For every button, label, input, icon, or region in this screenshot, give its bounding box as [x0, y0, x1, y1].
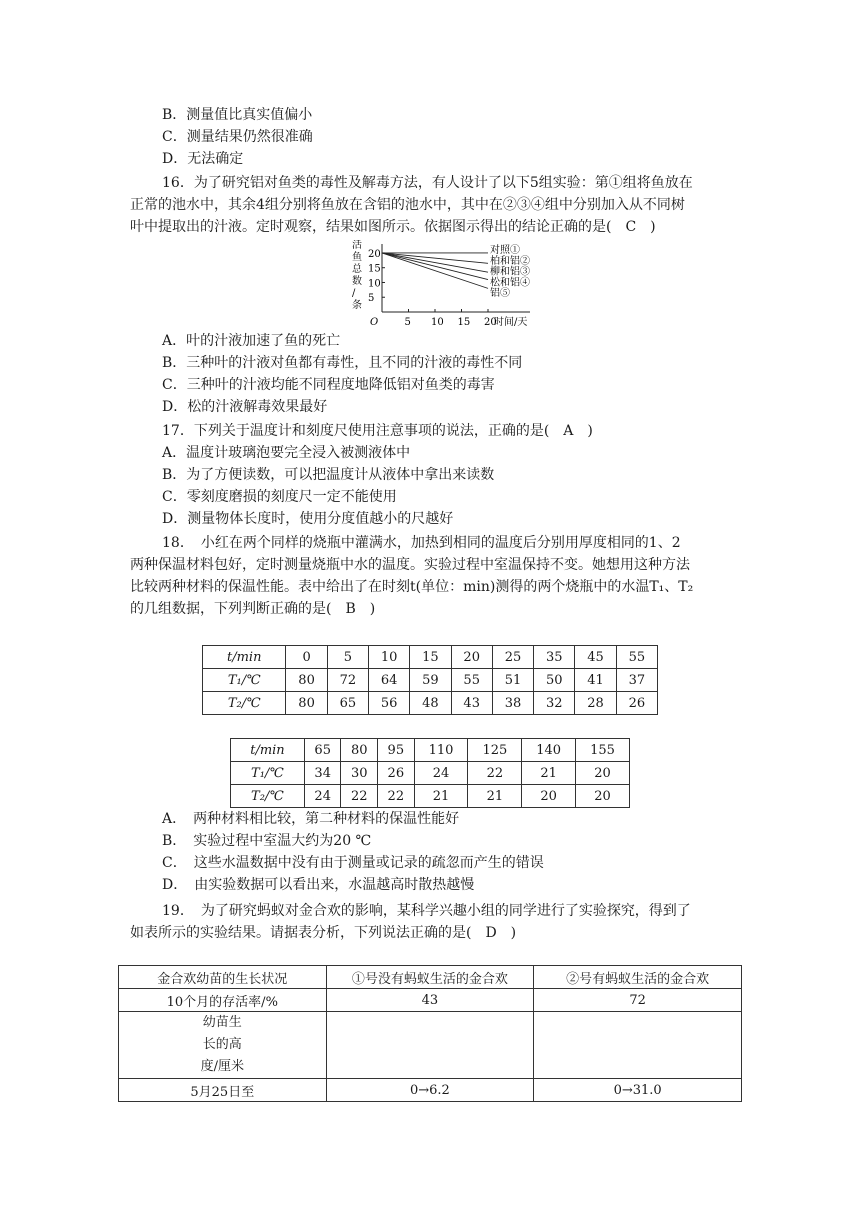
table-row-header: t/min	[231, 739, 305, 762]
table-cell: 22	[378, 785, 415, 808]
table-cell: 55	[616, 646, 657, 669]
table-cell: 72	[327, 669, 368, 692]
q17-stem: 17．下列关于温度计和刻度尺使用注意事项的说法，正确的是( A )	[162, 423, 593, 439]
table-cell: 80	[286, 669, 327, 692]
q18-table-2	[230, 738, 630, 808]
table-row	[119, 989, 742, 1012]
table-cell: 5月25日至	[119, 1079, 327, 1102]
q16-option-a: A．叶的汁液加速了鱼的死亡	[162, 333, 341, 349]
table-row	[203, 669, 658, 692]
table-row-header: T₁/℃	[231, 762, 305, 785]
table-cell: 10	[369, 646, 410, 669]
table-cell: 37	[616, 669, 657, 692]
y-tick-label: 20	[368, 248, 381, 260]
table-cell: 65	[304, 739, 341, 762]
table-row	[231, 762, 630, 785]
table-cell: 21	[522, 762, 576, 785]
q17-option-a: A．温度计玻璃泡要完全浸入被测液体中	[162, 445, 411, 461]
series-label: 柳和铝③	[490, 266, 530, 278]
table-row	[231, 785, 630, 808]
y-tick-label: 10	[368, 278, 381, 290]
table-cell: 59	[410, 669, 451, 692]
table-cell: 22	[341, 785, 378, 808]
q16-stem-line1: 16．为了研究铝对鱼类的毒性及解毒方法，有人设计了以下5组实验：第①组将鱼放在	[162, 175, 693, 191]
x-tick-label: 10	[431, 317, 444, 328]
table-cell: 26	[378, 762, 415, 785]
series-label: 松和铝④	[490, 277, 530, 289]
table-cell: 10个月的存活率/%	[119, 989, 327, 1012]
q16-option-d: D．松的汁液解毒效果最好	[162, 399, 328, 415]
y-axis-label-char: 活	[352, 240, 362, 251]
table-cell: 38	[492, 692, 533, 715]
y-tick-label: 5	[368, 293, 375, 305]
table-header-cell: ①号没有蚂蚁生活的金合欢	[326, 966, 534, 989]
table-cell: 34	[304, 762, 341, 785]
table-cell: 20	[522, 785, 576, 808]
table-cell: 140	[522, 739, 576, 762]
table-cell: 110	[414, 739, 468, 762]
table-row	[203, 692, 658, 715]
table-cell: 43	[451, 692, 492, 715]
series-label: 铝⑤	[490, 288, 510, 300]
table-cell-empty	[326, 1012, 534, 1079]
series-line	[382, 253, 488, 272]
table-cell: 20	[576, 785, 630, 808]
table-header-cell: 金合欢幼苗的生长状况	[119, 966, 327, 989]
x-tick-label: 20	[484, 317, 497, 328]
series-line	[382, 253, 488, 280]
q16-option-c: C．三种叶的汁液均能不同程度地降低铝对鱼类的毒害	[162, 377, 495, 393]
q18-stem-line4: 的几组数据，下列判断正确的是( B )	[130, 601, 376, 617]
y-tick-label: 15	[368, 263, 381, 275]
y-axis-label-char: /	[352, 288, 356, 299]
q16-stem-line2: 正常的池水中，其余4组分别将鱼放在含铝的池水中，其中在②③④组中分别加入从不同树	[130, 197, 685, 213]
table-cell: 0	[286, 646, 327, 669]
table-row-header: t/min	[203, 646, 286, 669]
table-cell: 0→31.0	[534, 1079, 742, 1102]
y-axis-label-char: 条	[352, 300, 362, 311]
x-axis-label: 时间/天	[494, 317, 528, 328]
table-cell-empty	[534, 1012, 742, 1079]
table-row-header: T₁/℃	[203, 669, 286, 692]
table-cell: 26	[616, 692, 657, 715]
table-cell: 155	[576, 739, 630, 762]
table-cell: 80	[286, 692, 327, 715]
table-cell-height-label	[119, 1012, 327, 1079]
q19-stem-line2: 如表所示的实验结果。请据表分析，下列说法正确的是( D )	[130, 925, 517, 941]
table-cell: 28	[575, 692, 616, 715]
x-tick-label: 5	[404, 317, 411, 328]
table-cell: 51	[492, 669, 533, 692]
table-cell: 24	[304, 785, 341, 808]
q18-option-c: C． 这些水温数据中没有由于测量或记录的疏忽而产生的错误	[162, 855, 544, 871]
table-row	[203, 646, 658, 669]
table-cell: 55	[451, 669, 492, 692]
series-label: 柏和铝②	[490, 255, 530, 267]
table-cell: 56	[369, 692, 410, 715]
table-row	[119, 1012, 742, 1079]
table-cell: 5	[327, 646, 368, 669]
table-cell: 95	[378, 739, 415, 762]
q18-option-d: D． 由实验数据可以看出来，水温越高时散热越慢	[162, 877, 475, 893]
y-axis-label-char: 鱼	[352, 252, 362, 263]
table-cell: 20	[451, 646, 492, 669]
q17-option-c: C．零刻度磨损的刻度尺一定不能使用	[162, 489, 397, 505]
q18-option-a: A． 两种材料相比较，第二种材料的保温性能好	[162, 811, 460, 827]
q16-stem-line3: 叶中提取出的汁液。定时观察，结果如图所示。依据图示得出的结论正确的是( C )	[130, 219, 656, 235]
fish-survival-chart	[340, 240, 540, 330]
origin-label: O	[370, 317, 379, 328]
x-tick-label: 15	[457, 317, 471, 328]
table-row	[231, 739, 630, 762]
table-cell: 45	[575, 646, 616, 669]
table-cell: 32	[534, 692, 575, 715]
q19-table	[118, 965, 742, 1102]
table-header-cell: ②号有蚂蚁生活的金合欢	[534, 966, 742, 989]
table-cell: 24	[414, 762, 468, 785]
y-axis-label-char: 总	[352, 264, 362, 275]
table-cell: 35	[534, 646, 575, 669]
table-row	[119, 1079, 742, 1102]
y-axis-label-char: 数	[352, 276, 362, 287]
q15-option-c: C．测量结果仍然很准确	[162, 129, 313, 145]
table-cell: 0→6.2	[326, 1079, 534, 1102]
height-label-line: 幼苗生	[202, 1015, 242, 1030]
table-cell: 21	[414, 785, 468, 808]
table-cell: 15	[410, 646, 451, 669]
q16-option-b: B．三种叶的汁液对鱼都有毒性，且不同的汁液的毒性不同	[162, 355, 523, 371]
table-cell: 41	[575, 669, 616, 692]
table-cell: 43	[326, 989, 534, 1012]
table-cell: 64	[369, 669, 410, 692]
q18-table-1	[202, 645, 658, 715]
table-row	[119, 966, 742, 989]
table-cell: 22	[468, 762, 522, 785]
height-label-line: 长的高	[202, 1037, 242, 1052]
q18-stem-line3: 比较两种材料的保温性能。表中给出了在时刻t(单位：min)测得的两个烧瓶中的水温T₁、T₂	[130, 579, 694, 595]
table-cell: 25	[492, 646, 533, 669]
q18-option-b: B． 实验过程中室温大约为20 ℃	[162, 833, 372, 849]
table-cell: 125	[468, 739, 522, 762]
table-cell: 50	[534, 669, 575, 692]
table-cell: 65	[327, 692, 368, 715]
table-cell: 30	[341, 762, 378, 785]
table-cell: 21	[468, 785, 522, 808]
table-cell: 48	[410, 692, 451, 715]
q15-option-b: B．测量值比真实值偏小	[162, 107, 313, 123]
q15-option-d: D．无法确定	[162, 151, 244, 167]
q19-stem-line1: 19． 为了研究蚂蚁对金合欢的影响，某科学兴趣小组的同学进行了实验探究，得到了	[162, 903, 691, 919]
q17-option-b: B．为了方便读数，可以把温度计从液体中拿出来读数	[162, 467, 495, 483]
table-cell: 80	[341, 739, 378, 762]
table-row-header: T₂/℃	[231, 785, 305, 808]
q18-stem-line1: 18． 小红在两个同样的烧瓶中灌满水，加热到相同的温度后分别用厚度相同的1、2	[162, 535, 681, 551]
series-label: 对照①	[490, 245, 520, 256]
q18-stem-line2: 两种保温材料包好，定时测量烧瓶中水的温度。实验过程中室温保持不变。她想用这种方法	[130, 557, 690, 573]
height-label-line: 度/厘米	[200, 1059, 244, 1074]
q17-option-d: D．测量物体长度时，使用分度值越小的尺越好	[162, 511, 454, 527]
table-cell: 20	[576, 762, 630, 785]
table-cell: 72	[534, 989, 742, 1012]
table-row-header: T₂/℃	[203, 692, 286, 715]
